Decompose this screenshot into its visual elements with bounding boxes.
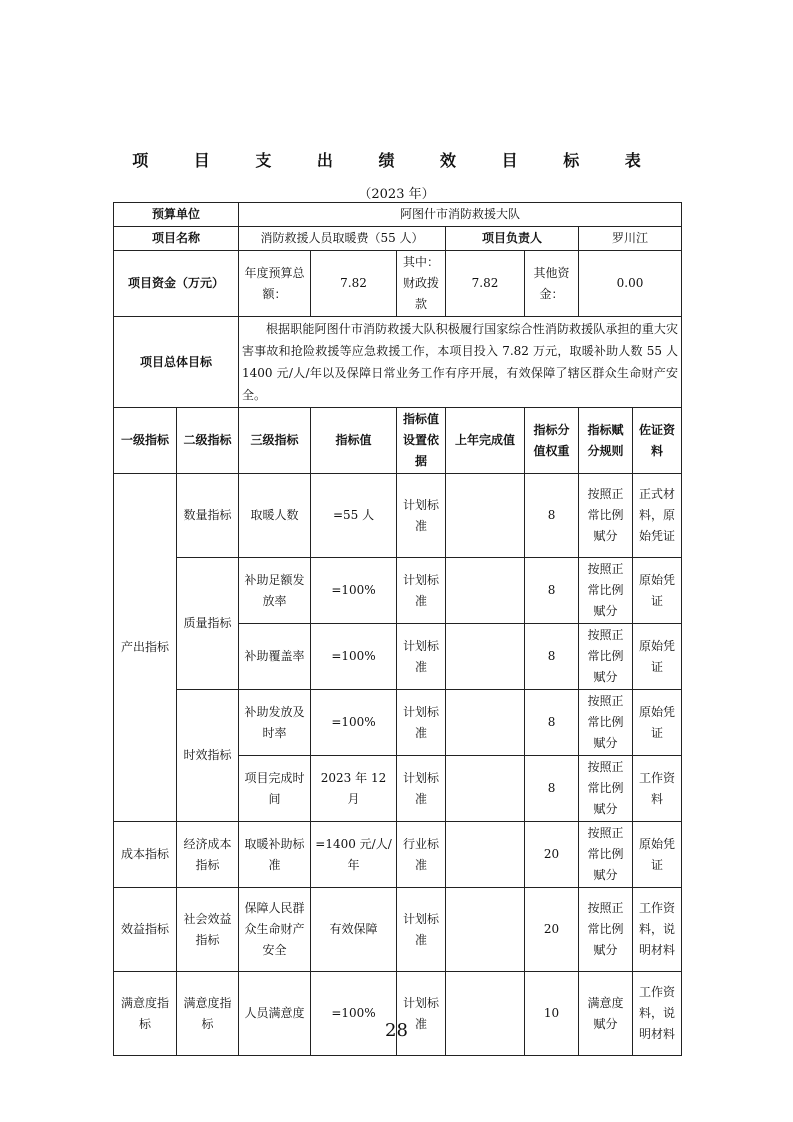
- basis-cell: 计划标准: [397, 756, 446, 822]
- level2-timeliness: 时效指标: [177, 690, 239, 822]
- value-cell: =1400 元/人/年: [311, 822, 397, 888]
- weight-cell: 20: [525, 822, 579, 888]
- prev-cell: [446, 474, 525, 558]
- level3-cell: 项目完成时间: [239, 756, 311, 822]
- basis-cell: 计划标准: [397, 690, 446, 756]
- header-level2: 二级指标: [177, 408, 239, 474]
- header-rule: 指标赋分规则: [579, 408, 633, 474]
- level3-cell: 取暖人数: [239, 474, 311, 558]
- weight-cell: 10: [525, 972, 579, 1056]
- overall-goal-value: 根据职能阿图什市消防救援大队积极履行国家综合性消防救援队承担的重大灾害事故和抢险救援等应急救援工作，本项目投入 7.82 万元，取暖补助人数 55 人 1400 元/人/年以及保障日常业务工作有序开展，有效保障了辖区群众生命财产安全。: [239, 317, 682, 408]
- header-evidence: 佐证资料: [633, 408, 682, 474]
- annual-budget-value: 7.82: [311, 251, 397, 317]
- evidence-cell: 正式材料，原始凭证: [633, 474, 682, 558]
- other-funds-label: 其他资金：: [525, 251, 579, 317]
- level2-quantity: 数量指标: [177, 474, 239, 558]
- value-cell: =100%: [311, 690, 397, 756]
- header-level1: 一级指标: [114, 408, 177, 474]
- basis-cell: 计划标准: [397, 624, 446, 690]
- table-row: [114, 972, 682, 1056]
- rule-cell: 按照正常比例赋分: [579, 888, 633, 972]
- table-row: [114, 690, 682, 756]
- prev-cell: [446, 690, 525, 756]
- level3-cell: 补助足额发放率: [239, 558, 311, 624]
- evidence-cell: 原始凭证: [633, 690, 682, 756]
- rule-cell: 按照正常比例赋分: [579, 756, 633, 822]
- level3-cell: 人员满意度: [239, 972, 311, 1056]
- prev-cell: [446, 756, 525, 822]
- performance-table: [113, 202, 682, 1056]
- evidence-cell: 工作资料，说明材料: [633, 888, 682, 972]
- weight-cell: 8: [525, 690, 579, 756]
- project-leader-value: 罗川江: [579, 227, 682, 251]
- evidence-cell: 工作资料，说明材料: [633, 972, 682, 1056]
- evidence-cell: 原始凭证: [633, 822, 682, 888]
- year-label: （2023 年）: [358, 187, 435, 202]
- prev-cell: [446, 822, 525, 888]
- annual-budget-label: 年度预算总额：: [239, 251, 311, 317]
- table-row: [114, 822, 682, 888]
- prev-cell: [446, 972, 525, 1056]
- budget-unit-label: 预算单位: [114, 203, 239, 227]
- overall-goal-label: 项目总体目标: [114, 317, 239, 408]
- level1-cost: 成本指标: [114, 822, 177, 888]
- value-cell: =100%: [311, 624, 397, 690]
- basis-cell: 计划标准: [397, 972, 446, 1056]
- other-funds-value: 0.00: [579, 251, 682, 317]
- header-weight: 指标分值权重: [525, 408, 579, 474]
- weight-cell: 8: [525, 558, 579, 624]
- project-name-value: 消防救援人员取暖费（55 人）: [239, 227, 446, 251]
- level2-economic-cost: 经济成本指标: [177, 822, 239, 888]
- prev-cell: [446, 888, 525, 972]
- weight-cell: 8: [525, 756, 579, 822]
- level3-cell: 取暖补助标准: [239, 822, 311, 888]
- level3-cell: 保障人民群众生命财产安全: [239, 888, 311, 972]
- fiscal-value: 7.82: [446, 251, 525, 317]
- level2-satisfaction: 满意度指标: [177, 972, 239, 1056]
- value-cell: =55 人: [311, 474, 397, 558]
- project-leader-label: 项目负责人: [446, 227, 579, 251]
- weight-cell: 8: [525, 624, 579, 690]
- level1-benefit: 效益指标: [114, 888, 177, 972]
- level2-quality: 质量指标: [177, 558, 239, 690]
- table-row: [114, 474, 682, 558]
- basis-cell: 计划标准: [397, 474, 446, 558]
- value-cell: 2023 年 12 月: [311, 756, 397, 822]
- weight-cell: 20: [525, 888, 579, 972]
- rule-cell: 按照正常比例赋分: [579, 624, 633, 690]
- header-level3: 三级指标: [239, 408, 311, 474]
- basis-cell: 计划标准: [397, 558, 446, 624]
- evidence-cell: 原始凭证: [633, 558, 682, 624]
- level1-output: 产出指标: [114, 474, 177, 822]
- level3-cell: 补助发放及时率: [239, 690, 311, 756]
- project-funds-label: 项目资金（万元）: [114, 251, 239, 317]
- basis-cell: 计划标准: [397, 888, 446, 972]
- rule-cell: 满意度赋分: [579, 972, 633, 1056]
- rule-cell: 按照正常比例赋分: [579, 558, 633, 624]
- header-basis: 指标值设置依据: [397, 408, 446, 474]
- prev-cell: [446, 558, 525, 624]
- basis-cell: 行业标准: [397, 822, 446, 888]
- budget-unit-value: 阿图什市消防救援大队: [239, 203, 682, 227]
- page-title: 项 目 支 出 绩 效 目 标 表: [132, 151, 661, 170]
- header-prev: 上年完成值: [446, 408, 525, 474]
- evidence-cell: 工作资料: [633, 756, 682, 822]
- level1-satisfaction: 满意度指标: [114, 972, 177, 1056]
- rule-cell: 按照正常比例赋分: [579, 690, 633, 756]
- project-name-label: 项目名称: [114, 227, 239, 251]
- rule-cell: 按照正常比例赋分: [579, 822, 633, 888]
- rule-cell: 按照正常比例赋分: [579, 474, 633, 558]
- page-number: 28: [385, 1020, 408, 1041]
- table-row: [114, 558, 682, 624]
- value-cell: =100%: [311, 972, 397, 1056]
- level2-social-benefit: 社会效益指标: [177, 888, 239, 972]
- value-cell: 有效保障: [311, 888, 397, 972]
- evidence-cell: 原始凭证: [633, 624, 682, 690]
- fiscal-label: 其中：财政拨款: [397, 251, 446, 317]
- value-cell: =100%: [311, 558, 397, 624]
- weight-cell: 8: [525, 474, 579, 558]
- level3-cell: 补助覆盖率: [239, 624, 311, 690]
- table-row: [114, 888, 682, 972]
- prev-cell: [446, 624, 525, 690]
- header-value: 指标值: [311, 408, 397, 474]
